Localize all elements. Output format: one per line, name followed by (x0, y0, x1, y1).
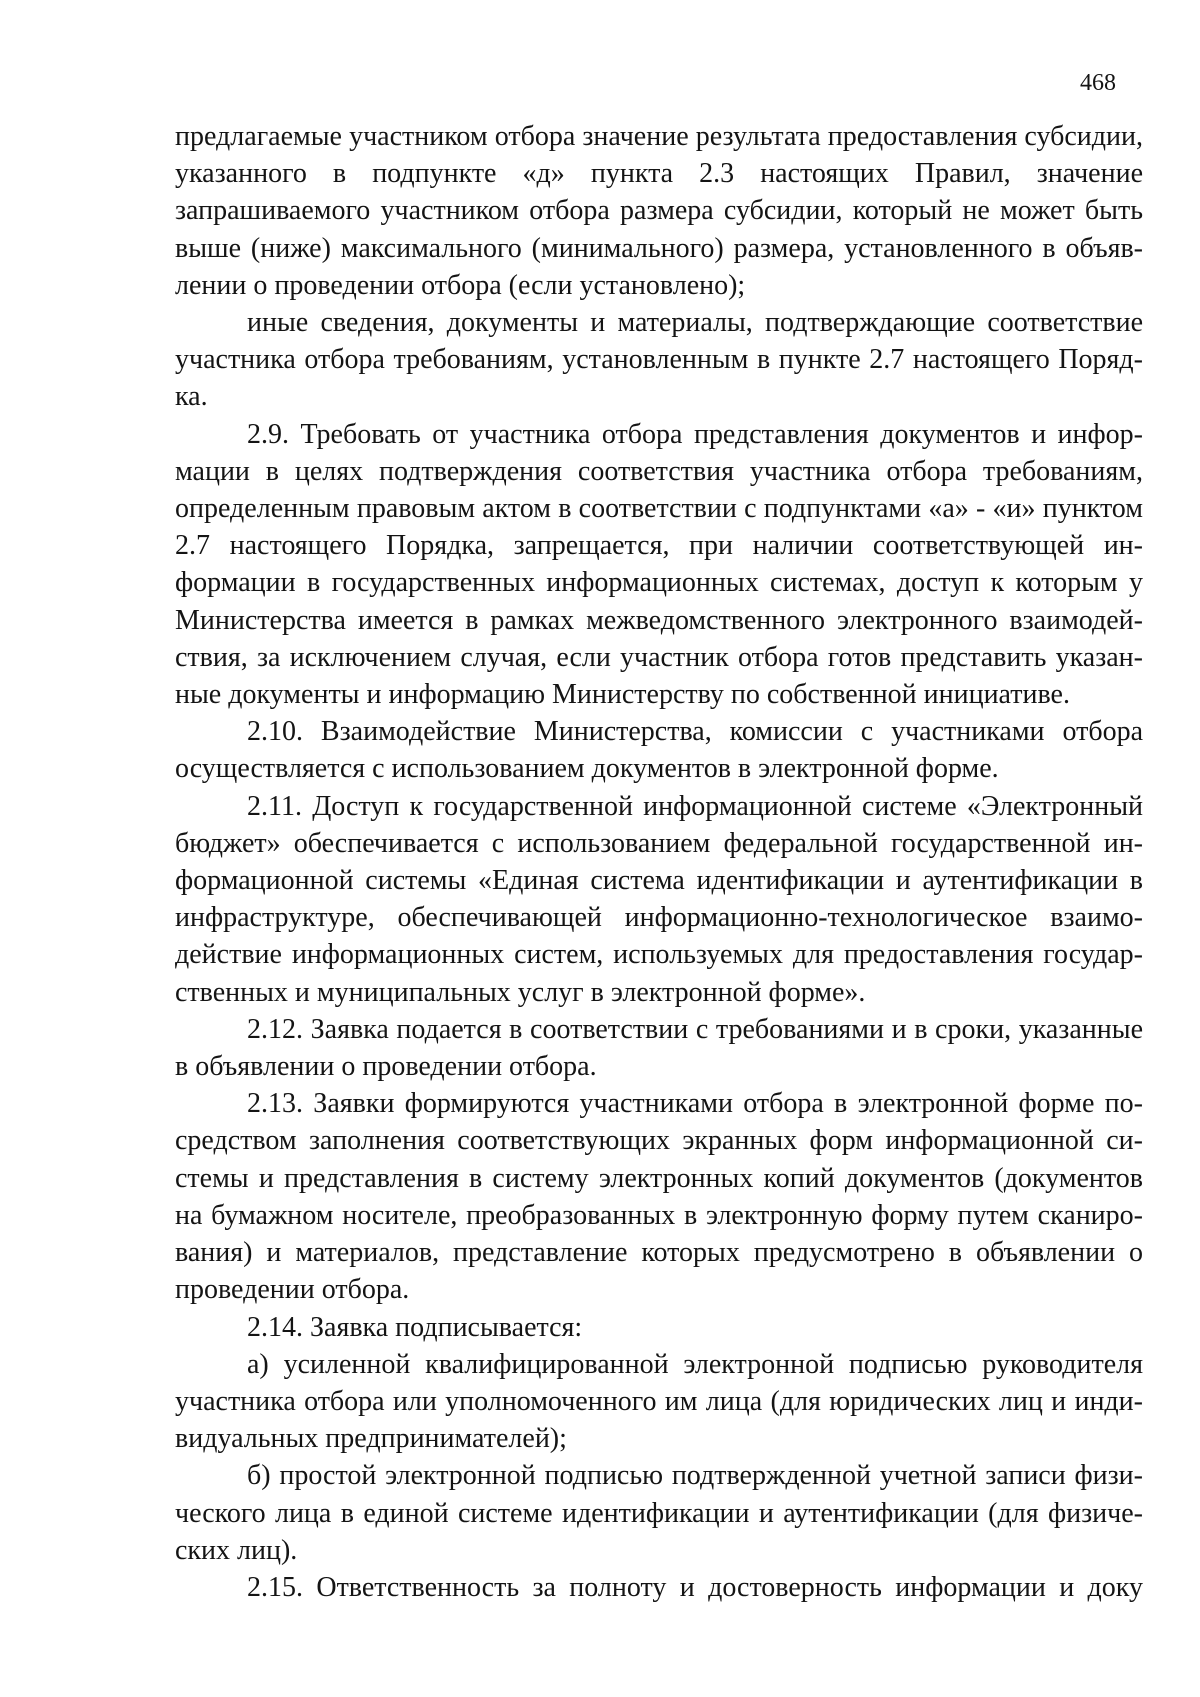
document-body (175, 118, 1143, 1606)
paragraph-other-documents: иные сведения, документы и материалы, подтверждающие соответствие участника отбора требованиям, установленным в пункте 2.7 настоящего Порядка. (175, 307, 1143, 413)
paragraph-2-14-b: б) простой электронной подписью подтвержденной учетной записи физического лица в единой системе идентификации и аутентификации (для физических лиц). (175, 1460, 1143, 1566)
page-number: 468 (1080, 70, 1116, 96)
paragraph-2-13: 2.13. Заявки формируются участниками отбора в электронной форме посредством заполнения соответствующих экранных форм информационной системы и представления в систему электронных копий документов (документов на бумажном носителе, преобразованных в электронную форму путем сканирования) и материалов, представление которых предусмотрено в объявлении о проведении отбора. (175, 1088, 1143, 1306)
paragraph-2-12: 2.12. Заявка подается в соответствии с требованиями и в сроки, указанные в объявлении о проведении отбора. (175, 1013, 1143, 1083)
paragraph-2-11: 2.11. Доступ к государственной информационной системе «Электронный бюджет» обеспечивается с использованием федеральной государственной информационной системы «Единая система идентификации и аутентификации в инфраструктуре, обеспечивающей информационно-технологическое взаимодействие информационных систем, используемых для предоставления государственных и муниципальных услуг в электронной форме». (175, 790, 1143, 1008)
paragraph-2-14-a: а) усиленной квалифицированной электронной подписью руководителя участника отбора или уполномоченного им лица (для юридических лиц и индивидуальных предпринимателей); (175, 1348, 1143, 1455)
paragraph-2-9: 2.9. Требовать от участника отбора представления документов и информации в целях подтверждения соответствия участника отбора требованиям, определенным правовым актом в соответствии с подпунктами «а» - «и» пунктом 2.7 настоящего Порядка, запрещается, при наличии соответствующей информации в государственных информационных системах, доступ к которым у Министерства имеется в рамках межведомственного электронного взаимодействия, за исключением случая, если участник отбора готов представить указанные документы и информацию Министерству по собственной инициативе. (175, 418, 1143, 711)
paragraph-application-content-continued: предлагаемые участником отбора значение результата предоставления субсидии, указанного в подпункте «д» пункта 2.3 настоящих Правил, значение запрашиваемого участником отбора размера субсидии, который не может быть выше (ниже) максимального (минимального) размера, установленного в объявлении о проведении отбора (если установлено); (175, 121, 1143, 301)
paragraph-2-14: 2.14. Заявка подписывается: (247, 1311, 583, 1343)
paragraph-2-15: 2.15. Ответственность за полноту и достоверность информации и доку (247, 1571, 1143, 1603)
paragraph-2-10: 2.10. Взаимодействие Министерства, комиссии с участниками отбора осуществляется с использованием документов в электронной форме. (175, 716, 1143, 785)
